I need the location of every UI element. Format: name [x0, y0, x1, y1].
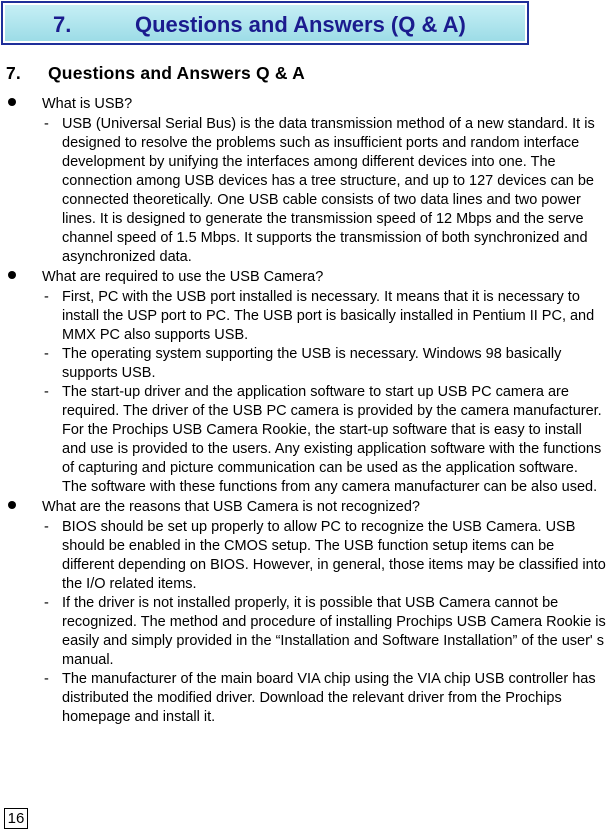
answer-text: If the driver is not installed properly, it is possible that USB Camera cannot be recognized. The method and procedure of installing Prochips USB Camera Rookie is easily and simply provided in the “Installation and Software Installation” of the user' s manual. [62, 595, 606, 668]
answer-item [44, 670, 606, 727]
banner-number: 7. [53, 12, 72, 37]
question-text: What are required to use the USB Camera? [42, 269, 324, 285]
bullet-icon [8, 501, 16, 509]
heading-number: 7. [6, 63, 21, 83]
answer-text: BIOS should be set up properly to allow PC to recognize the USB Camera. USB should be enabled in the CMOS setup. The USB function setup items can be different depending on BIOS. However, in general, those items may be classified into the I/O related items. [62, 519, 606, 592]
question-text: What is USB? [42, 96, 133, 112]
answer-text: The start-up driver and the application software to start up USB PC camera are required. The driver of the USB PC camera is provided by the camera manufacturer. For the Prochips USB Camera Rookie, the start-up software that is easy to install and use is provided to the users. Any existing application software with the functions of capturing and picture communication can be used as the application software. The software with these functions from any camera manufacturer can be also used. [62, 384, 602, 495]
qa-list [0, 94, 608, 727]
answer-text: The operating system supporting the USB is necessary. Windows 98 basically supports USB. [62, 346, 562, 381]
dash-marker: - [44, 671, 49, 687]
question-item [0, 497, 608, 518]
answer-item [44, 288, 606, 345]
answer-text: First, PC with the USB port installed is necessary. It means that it is necessary to install the USP port to PC. The USB port is basically installed in Pentium II PC, and MMX PC also supports USB. [62, 289, 595, 343]
dash-marker: - [44, 116, 49, 132]
section-banner [1, 1, 529, 45]
bullet-icon [8, 98, 16, 106]
page-number: 16 [4, 808, 28, 829]
answer-text: USB (Universal Serial Bus) is the data transmission method of a new standard. It is designed to resolve the problems such as insufficient ports and random interface development by unifying the interfaces among different devices into one. The connection among USB devices has a tree structure, and up to 127 devices can be connected theoretically. One USB cable consists of two data lines and two power lines. It is designed to generate the transmission speed of 12 Mbps and the serve channel speed of 1.5 Mbps. It supports the transmission of both synchronized and asynchronized data. [62, 116, 595, 265]
answer-item [44, 518, 606, 594]
answer-item [44, 115, 606, 267]
question-item [0, 267, 608, 288]
dash-marker: - [44, 384, 49, 400]
answer-text: The manufacturer of the main board VIA chip using the VIA chip USB controller has distributed the modified driver. Download the relevant driver from the Prochips homepage and install it. [62, 671, 596, 725]
question-item [0, 94, 608, 115]
dash-marker: - [44, 289, 49, 305]
answer-item [44, 345, 606, 383]
dash-marker: - [44, 346, 49, 362]
answer-item [44, 383, 606, 497]
banner-title: Questions and Answers (Q & A) [135, 12, 466, 37]
dash-marker: - [44, 519, 49, 535]
answer-item [44, 594, 606, 670]
section-heading [6, 63, 305, 84]
heading-title: Questions and Answers Q & A [48, 63, 305, 83]
dash-marker: - [44, 595, 49, 611]
bullet-icon [8, 271, 16, 279]
question-text: What are the reasons that USB Camera is not recognized? [42, 499, 420, 515]
